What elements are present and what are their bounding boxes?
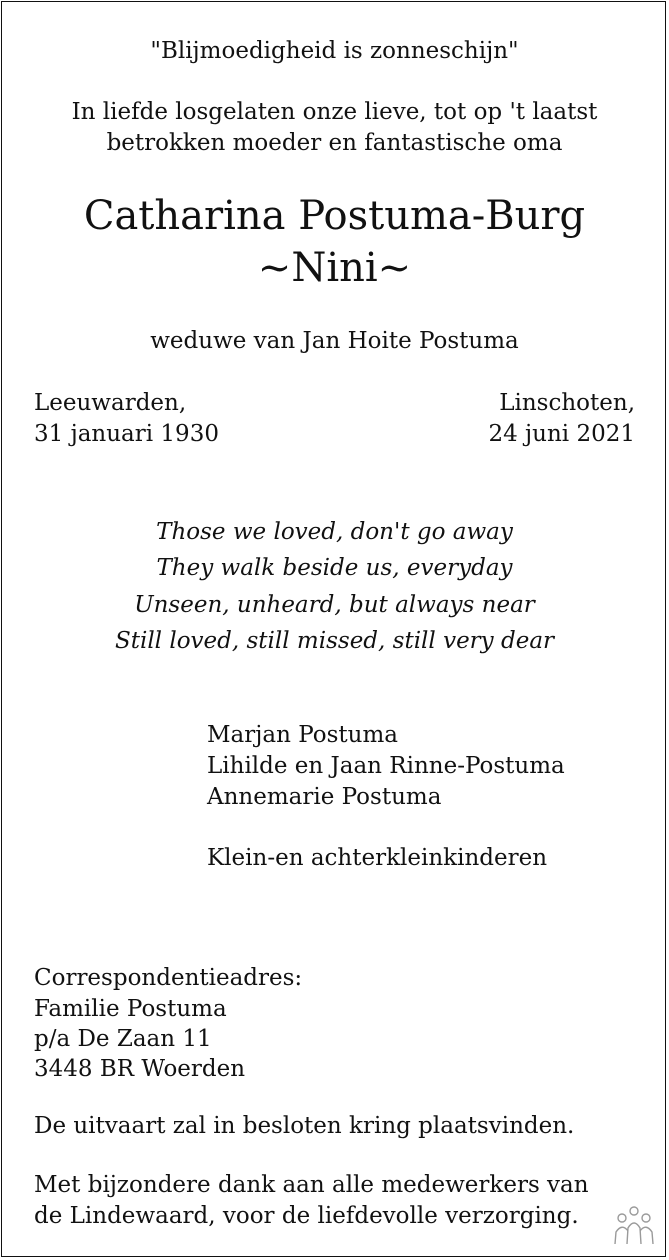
family-member-3: Annemarie Postuma <box>207 784 442 810</box>
deceased-name: Catharina Postuma-Burg <box>83 193 586 239</box>
death-date: 24 juni 2021 <box>488 421 635 447</box>
intro-line-1: In liefde losgelaten onze lieve, tot op 't laatst <box>71 99 598 125</box>
poem-line-1: Those we loved, don't go away <box>156 519 513 545</box>
family-member-1: Marjan Postuma <box>207 722 398 748</box>
correspondence-heading: Correspondentieadres: <box>34 965 303 991</box>
poem-line-4: Still loved, still missed, still very dear <box>114 628 555 654</box>
funeral-note: De uitvaart zal in besloten kring plaatsvinden. <box>34 1113 575 1139</box>
correspondence-name: Familie Postuma <box>34 996 227 1022</box>
death-place: Linschoten, <box>499 390 635 416</box>
family-member-2: Lihilde en Jaan Rinne-Postuma <box>207 753 565 779</box>
correspondence-street: p/a De Zaan 11 <box>34 1026 212 1052</box>
widow-of: weduwe van Jan Hoite Postuma <box>150 328 519 354</box>
birth-place: Leeuwarden, <box>34 390 187 416</box>
correspondence-city: 3448 BR Woerden <box>34 1056 246 1082</box>
poem-line-3: Unseen, unheard, but always near <box>134 592 535 618</box>
grandchildren: Klein-en achterkleinkinderen <box>207 845 548 871</box>
birth-date: 31 januari 1930 <box>34 421 219 447</box>
quote: "Blijmoedigheid is zonneschijn" <box>150 38 519 64</box>
deceased-nickname: ~Nini~ <box>257 245 412 291</box>
thanks-line-2: de Lindewaard, voor de liefdevolle verzorging. <box>34 1203 579 1229</box>
poem-line-2: They walk beside us, everyday <box>156 555 513 581</box>
intro-line-2: betrokken moeder en fantastische oma <box>106 130 563 156</box>
thanks-line-1: Met bijzondere dank aan alle medewerkers van <box>34 1172 589 1198</box>
people-group-icon <box>612 1204 656 1248</box>
